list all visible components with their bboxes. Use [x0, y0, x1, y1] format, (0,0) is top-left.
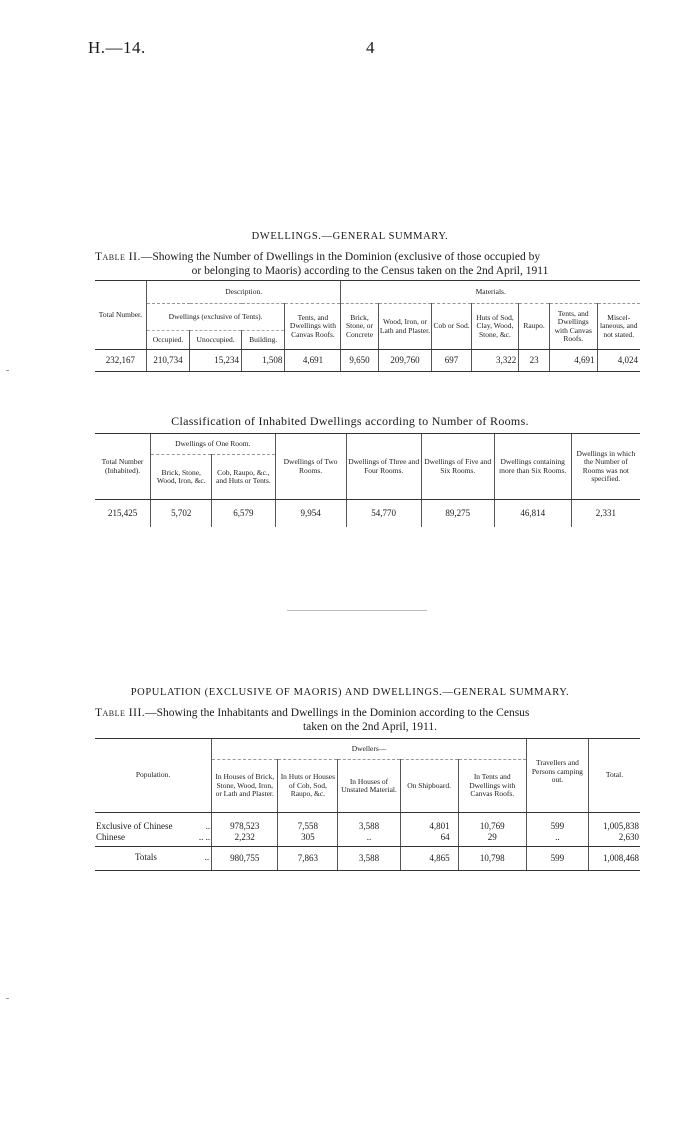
rooms-subtitle: Classification of Inhabited Dwellings according to Number of Rooms.: [171, 414, 529, 428]
table-cell: ..: [338, 832, 400, 847]
table2-caption-text2: or belonging to Maoris) according to the Census taken on the 2nd April, 1911: [191, 265, 549, 277]
scan-mark: [6, 370, 9, 371]
table-cell: 4,691: [549, 350, 597, 372]
row-label-text: Exclusive of Chinese: [96, 821, 173, 831]
table-cell: 9,650: [341, 350, 378, 372]
table-cell: 29: [458, 832, 526, 847]
col-misc: Miscel-laneous, and not stated.: [597, 304, 640, 350]
table-cell: 54,770: [346, 500, 421, 527]
col-population: Population.: [95, 739, 212, 813]
table-cell: 3,588: [338, 847, 400, 871]
row-label: [95, 847, 212, 871]
col-tents-canvas: In Tents and Dwellings with Canvas Roofs.: [458, 760, 526, 813]
table-cell: 3,588: [338, 813, 400, 832]
table-cell: 4,691: [285, 350, 341, 372]
table2-caption: [95, 250, 645, 278]
col-dwellings-exclusive: Dwellings (exclusive of Tents).: [146, 304, 285, 331]
table-cell: 46,814: [494, 500, 571, 527]
table-cell: 4,024: [597, 350, 640, 372]
col-raupo: Raupo.: [519, 304, 550, 350]
col-unoccupied: Unoccupied.: [190, 331, 242, 350]
col-wood: Wood, Iron, or Lath and Plaster.: [378, 304, 432, 350]
section-divider: [287, 610, 427, 611]
col-tents-materials: Tents, and Dwellings with Canvas Roofs.: [549, 304, 597, 350]
col-huts-cob: In Huts or Houses of Cob, Sod, Raupo, &c.: [278, 760, 338, 813]
table-cell: 210,734: [146, 350, 189, 372]
table-row: [95, 832, 640, 847]
row-label-text: Totals: [135, 852, 157, 862]
table-cell: 7,863: [278, 847, 338, 871]
group-dwellers: Dwellers—: [212, 739, 527, 760]
table-cell: 64: [400, 832, 458, 847]
table-cell: 697: [432, 350, 471, 372]
table-cell: 89,275: [421, 500, 494, 527]
table-cell: 4,801: [400, 813, 458, 832]
col-occupied: Occupied.: [146, 331, 189, 350]
group-description: Description.: [146, 281, 341, 304]
table2-caption-text: —Showing the Number of Dwellings in the Dominion (exclusive of those occupied by: [140, 251, 541, 263]
col-brick: Brick, Stone, or Concrete: [341, 304, 378, 350]
table3-caption: [95, 706, 645, 734]
table2-section-title: DWELLINGS.—GENERAL SUMMARY.: [251, 231, 449, 242]
col-total-inhabited: Total Number (Inhabited).: [95, 434, 151, 500]
table-cell: 305: [278, 832, 338, 847]
col-brick-stone: Brick, Stone, Wood, Iron, &c.: [151, 455, 212, 500]
table-cell: 2,232: [212, 832, 278, 847]
table-cell: 4,865: [400, 847, 458, 871]
table3-section-title: POPULATION (EXCLUSIVE OF MAORIS) AND DWELLINGS.—GENERAL SUMMARY.: [130, 687, 570, 698]
table-cell: 23: [519, 350, 550, 372]
col-not-specified: Dwellings in which the Number of Rooms was not specified.: [571, 434, 640, 500]
table-cell: 599: [526, 847, 588, 871]
table-cell: 7,558: [278, 813, 338, 832]
col-shipboard: On Shipboard.: [400, 760, 458, 813]
col-travellers: Travellers and Persons camping out.: [526, 739, 588, 813]
table3-caption-text: —Showing the Inhabitants and Dwellings in the Dominion according to the Census: [145, 707, 530, 719]
col-total-number: Total Number.: [95, 281, 146, 350]
table-cell: 1,005,838: [588, 813, 640, 832]
table-cell: 1,508: [242, 350, 285, 372]
table2-caption-label: Table II.: [95, 251, 141, 263]
document-code: H.—14.: [88, 38, 146, 57]
table-cell: 2,630: [588, 832, 640, 847]
table3-caption-text2: taken on the 2nd April, 1911.: [302, 721, 438, 733]
table-cell: 15,234: [190, 350, 242, 372]
col-unstated: In Houses of Unstated Material.: [338, 760, 400, 813]
page-number: 4: [366, 38, 375, 57]
table-cell: 215,425: [107, 508, 138, 518]
table-row: [95, 813, 640, 832]
totals-row: [95, 847, 640, 871]
table-row: [95, 500, 640, 527]
table-cell: 9,954: [275, 500, 346, 527]
row-leader-dots: ..: [204, 852, 210, 862]
table-cell: 978,523: [212, 813, 278, 832]
row-label: [95, 813, 212, 832]
table-cell: 5,702: [151, 500, 212, 527]
table-cell: 599: [526, 813, 588, 832]
col-total: Total.: [588, 739, 640, 813]
row-label-text: Chinese: [96, 831, 125, 842]
table-cell: ..: [526, 832, 588, 847]
col-more-than-six: Dwellings containing more than Six Rooms.: [494, 434, 571, 500]
table-cell: 232,167: [95, 350, 146, 372]
table-cell: 3,322: [471, 350, 519, 372]
table3-caption-label: Table III.: [95, 707, 146, 719]
table-cell: 10,769: [458, 813, 526, 832]
col-cob: Cob or Sod.: [432, 304, 471, 350]
col-two-rooms: Dwellings of Two Rooms.: [275, 434, 346, 500]
table-cell: 6,579: [212, 500, 275, 527]
table-cell: 209,760: [378, 350, 432, 372]
scan-mark: [6, 998, 9, 999]
rooms-classification-table: [95, 433, 640, 527]
col-cob-raupo: Cob, Raupo, &c., and Huts or Tents.: [212, 455, 275, 500]
row-label: [95, 832, 212, 847]
table-cell: 1,008,468: [588, 847, 640, 871]
col-building: Building.: [242, 331, 285, 350]
table-row: [95, 350, 640, 372]
col-houses-brick: In Houses of Brick, Stone, Wood, Iron, or Lath and Plaster.: [212, 760, 278, 813]
row-leader-dots: .. ..: [198, 831, 211, 842]
group-materials: Materials.: [341, 281, 640, 304]
col-huts: Huts of Sod, Clay, Wood, Stone, &c.: [471, 304, 519, 350]
dwellings-summary-table: [95, 280, 640, 372]
table-cell: 10,798: [458, 847, 526, 871]
col-five-six-rooms: Dwellings of Five and Six Rooms.: [421, 434, 494, 500]
col-tents-description: Tents, and Dwellings with Canvas Roofs.: [285, 304, 341, 350]
row-leader-dots: ..: [205, 821, 211, 831]
table-cell: 980,755: [212, 847, 278, 871]
population-dwellings-table: [95, 738, 640, 871]
col-three-four-rooms: Dwellings of Three and Four Rooms.: [346, 434, 421, 500]
col-one-room: Dwellings of One Room.: [151, 434, 275, 455]
table-cell: 2,331: [571, 500, 640, 527]
